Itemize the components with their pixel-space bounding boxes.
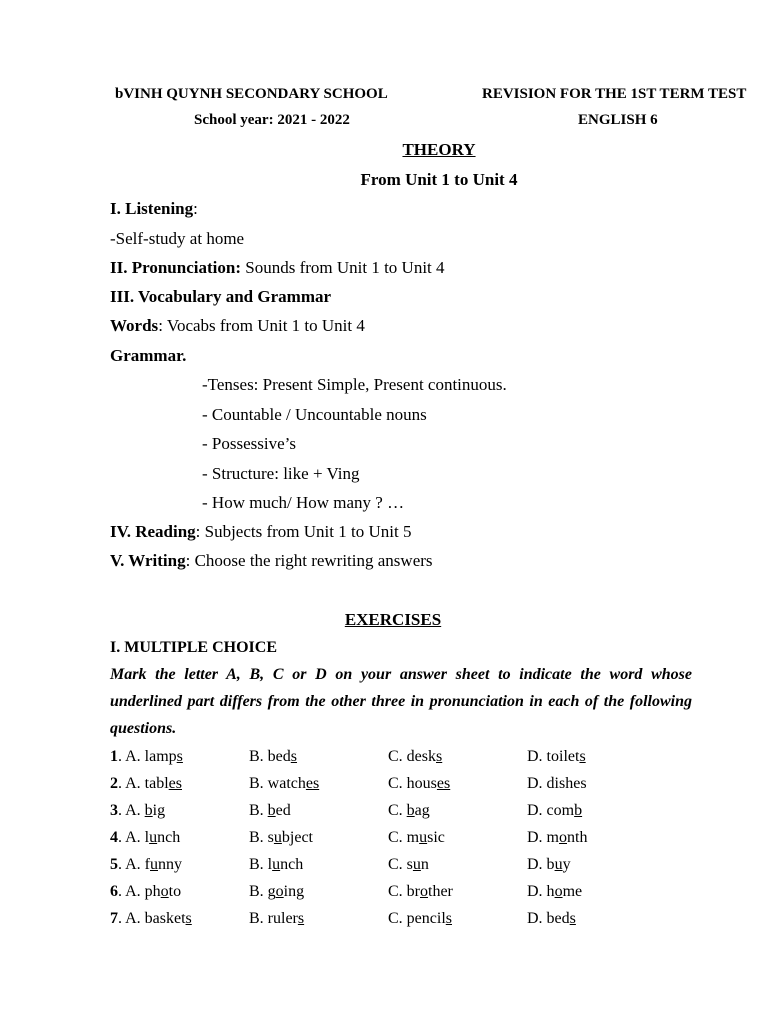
option-text: . A.	[118, 802, 145, 819]
grammar-item: - Structure: like + Ving	[202, 464, 360, 483]
words-text: : Vocabs from Unit 1 to Unit 4	[158, 316, 365, 335]
option-text: D. h	[527, 883, 555, 900]
option-text: . A. tabl	[118, 775, 169, 792]
underlined-part: es	[168, 775, 182, 792]
option-text: D. bed	[527, 910, 570, 927]
underlined-part: s	[185, 910, 192, 927]
underlined-part: u	[554, 856, 563, 873]
option-text: . A. ph	[118, 883, 161, 900]
underlined-part: u	[419, 829, 428, 846]
theory-subtitle: From Unit 1 to Unit 4	[360, 170, 518, 189]
answer-option	[527, 883, 582, 901]
answer-option	[249, 883, 304, 901]
option-text-rest: nny	[158, 856, 182, 873]
answer-option	[110, 910, 192, 928]
underlined-part: s	[436, 748, 443, 765]
question-number: 4	[110, 829, 118, 846]
words-heading: Words	[110, 316, 159, 335]
option-text-rest: sic	[427, 829, 445, 846]
underlined-part: s	[176, 748, 183, 765]
option-text-rest: ig	[152, 802, 166, 819]
underlined-part: s	[579, 748, 586, 765]
listening-heading: I. Listening	[110, 199, 194, 218]
option-text-rest: me	[562, 883, 583, 900]
underlined-part: s	[445, 910, 452, 927]
listening-detail: -Self-study at home	[110, 229, 245, 248]
underlined-part: o	[420, 883, 428, 900]
option-text-rest: n	[420, 856, 429, 873]
question-row	[110, 829, 710, 856]
underlined-part: es	[305, 775, 320, 792]
underlined-part: b	[267, 802, 276, 819]
underlined-part: o	[160, 883, 169, 900]
writing-heading: V. Writing	[110, 551, 186, 570]
underlined-part: o	[275, 883, 284, 900]
option-text: . A. f	[118, 856, 150, 873]
option-text: C. m	[388, 829, 420, 846]
answer-option	[249, 829, 313, 847]
answer-option	[388, 829, 445, 847]
vocab-heading: III. Vocabulary and Grammar	[110, 287, 332, 306]
option-text: B. bed	[249, 748, 291, 765]
option-text: C. br	[388, 883, 420, 900]
option-text-rest: y	[562, 856, 571, 873]
option-text: . A. l	[118, 829, 150, 846]
question-number: 7	[110, 910, 118, 927]
option-text: B. g	[249, 883, 276, 900]
underlined-part: u	[272, 856, 281, 873]
underlined-part: b	[406, 802, 415, 819]
instruction-text: Mark the letter A, B, C or D on your answer sheet to indicate the word whose underlined part differs from the other three in pronunciation in each of the following questions.	[110, 666, 692, 737]
question-row	[110, 775, 710, 802]
answer-option	[110, 802, 165, 820]
underlined-part: s	[297, 910, 305, 927]
option-text: B. l	[249, 856, 273, 873]
answer-option	[388, 910, 452, 928]
words-line	[110, 316, 365, 336]
answer-option	[249, 910, 304, 928]
school-year: School year: 2021 - 2022	[194, 112, 350, 128]
underlined-part: es	[436, 775, 451, 792]
question-number: 5	[110, 856, 118, 873]
question-row	[110, 802, 710, 829]
question-row	[110, 856, 710, 883]
answer-option	[249, 748, 297, 766]
underlined-part: b	[574, 802, 583, 819]
listening-line	[110, 199, 198, 219]
underlined-part: u	[412, 856, 421, 873]
question-row	[110, 883, 710, 910]
reading-text: : Subjects from Unit 1 to Unit 5	[195, 522, 412, 541]
question-number: 1	[110, 748, 118, 765]
answer-option	[110, 883, 181, 901]
option-text: D. dishes	[527, 775, 587, 792]
grammar-item: -Tenses: Present Simple, Present continuous.	[202, 375, 507, 394]
underlined-part: u	[150, 856, 158, 873]
option-text: . A. lamp	[118, 748, 177, 765]
pronunciation-text: Sounds from Unit 1 to Unit 4	[241, 258, 445, 277]
answer-option	[249, 802, 291, 820]
reading-heading: IV. Reading	[110, 522, 196, 541]
question-number: 2	[110, 775, 118, 792]
option-text: D. m	[527, 829, 559, 846]
school-name: bVINH QUYNH SECONDARY SCHOOL	[115, 86, 388, 102]
underlined-part: b	[144, 802, 153, 819]
option-text-rest: ing	[283, 883, 305, 900]
grammar-item: - Countable / Uncountable nouns	[202, 405, 427, 424]
test-title: REVISION FOR THE 1ST TERM TEST	[482, 86, 747, 102]
answer-option	[527, 748, 586, 766]
answer-option	[527, 856, 571, 874]
question-number: 6	[110, 883, 118, 900]
option-text-rest: to	[168, 883, 182, 900]
answer-option	[388, 802, 430, 820]
grammar-heading: Grammar.	[110, 346, 187, 365]
answer-option	[527, 829, 587, 847]
answer-option	[388, 748, 442, 766]
underlined-part: o	[554, 883, 563, 900]
answer-option	[388, 883, 453, 901]
answer-option	[249, 856, 303, 874]
answer-option	[527, 775, 587, 793]
option-text: D. toilet	[527, 748, 580, 765]
answer-option	[110, 856, 182, 874]
option-text: D. b	[527, 856, 555, 873]
writing-line	[110, 551, 433, 571]
grammar-item: - Possessive’s	[202, 434, 296, 453]
option-text: C. desk	[388, 748, 436, 765]
subject-label: ENGLISH 6	[578, 112, 658, 128]
option-text: C. hous	[388, 775, 437, 792]
option-text: . A. basket	[118, 910, 186, 927]
answer-option	[110, 775, 182, 793]
option-text: C. pencil	[388, 910, 446, 927]
option-text-rest: ed	[275, 802, 291, 819]
option-text-rest: ag	[414, 802, 430, 819]
underlined-part: s	[290, 748, 298, 765]
underlined-part: o	[559, 829, 567, 846]
option-text-rest: ther	[428, 883, 453, 900]
question-number: 3	[110, 802, 118, 819]
option-text: C. s	[388, 856, 413, 873]
pronunciation-line	[110, 258, 445, 278]
listening-colon: :	[193, 199, 198, 218]
underlined-part: s	[569, 910, 576, 927]
grammar-item: - How much/ How many ? …	[202, 493, 405, 512]
answer-option	[527, 910, 576, 928]
option-text: C.	[388, 802, 407, 819]
option-text: B.	[249, 802, 268, 819]
underlined-part: u	[273, 829, 282, 846]
option-text-rest: nch	[280, 856, 304, 873]
answer-option	[110, 829, 180, 847]
option-text-rest: nth	[567, 829, 588, 846]
answer-option	[388, 856, 429, 874]
pronunciation-heading: II. Pronunciation:	[110, 258, 241, 277]
writing-text: : Choose the right rewriting answers	[185, 551, 433, 570]
exercises-title: EXERCISES	[344, 610, 442, 629]
theory-title: THEORY	[402, 140, 476, 159]
option-text-rest: nch	[157, 829, 181, 846]
answer-option	[110, 748, 183, 766]
multiple-choice-heading: I. MULTIPLE CHOICE	[110, 639, 277, 656]
reading-line	[110, 522, 411, 542]
answer-option	[527, 802, 582, 820]
answer-option	[249, 775, 319, 793]
option-text: B. s	[249, 829, 274, 846]
answer-option	[388, 775, 450, 793]
option-text: D. com	[527, 802, 575, 819]
underlined-part: u	[149, 829, 158, 846]
option-text: B. ruler	[249, 910, 298, 927]
question-row	[110, 748, 710, 775]
option-text: B. watch	[249, 775, 306, 792]
option-text-rest: bject	[281, 829, 313, 846]
question-row	[110, 910, 710, 937]
